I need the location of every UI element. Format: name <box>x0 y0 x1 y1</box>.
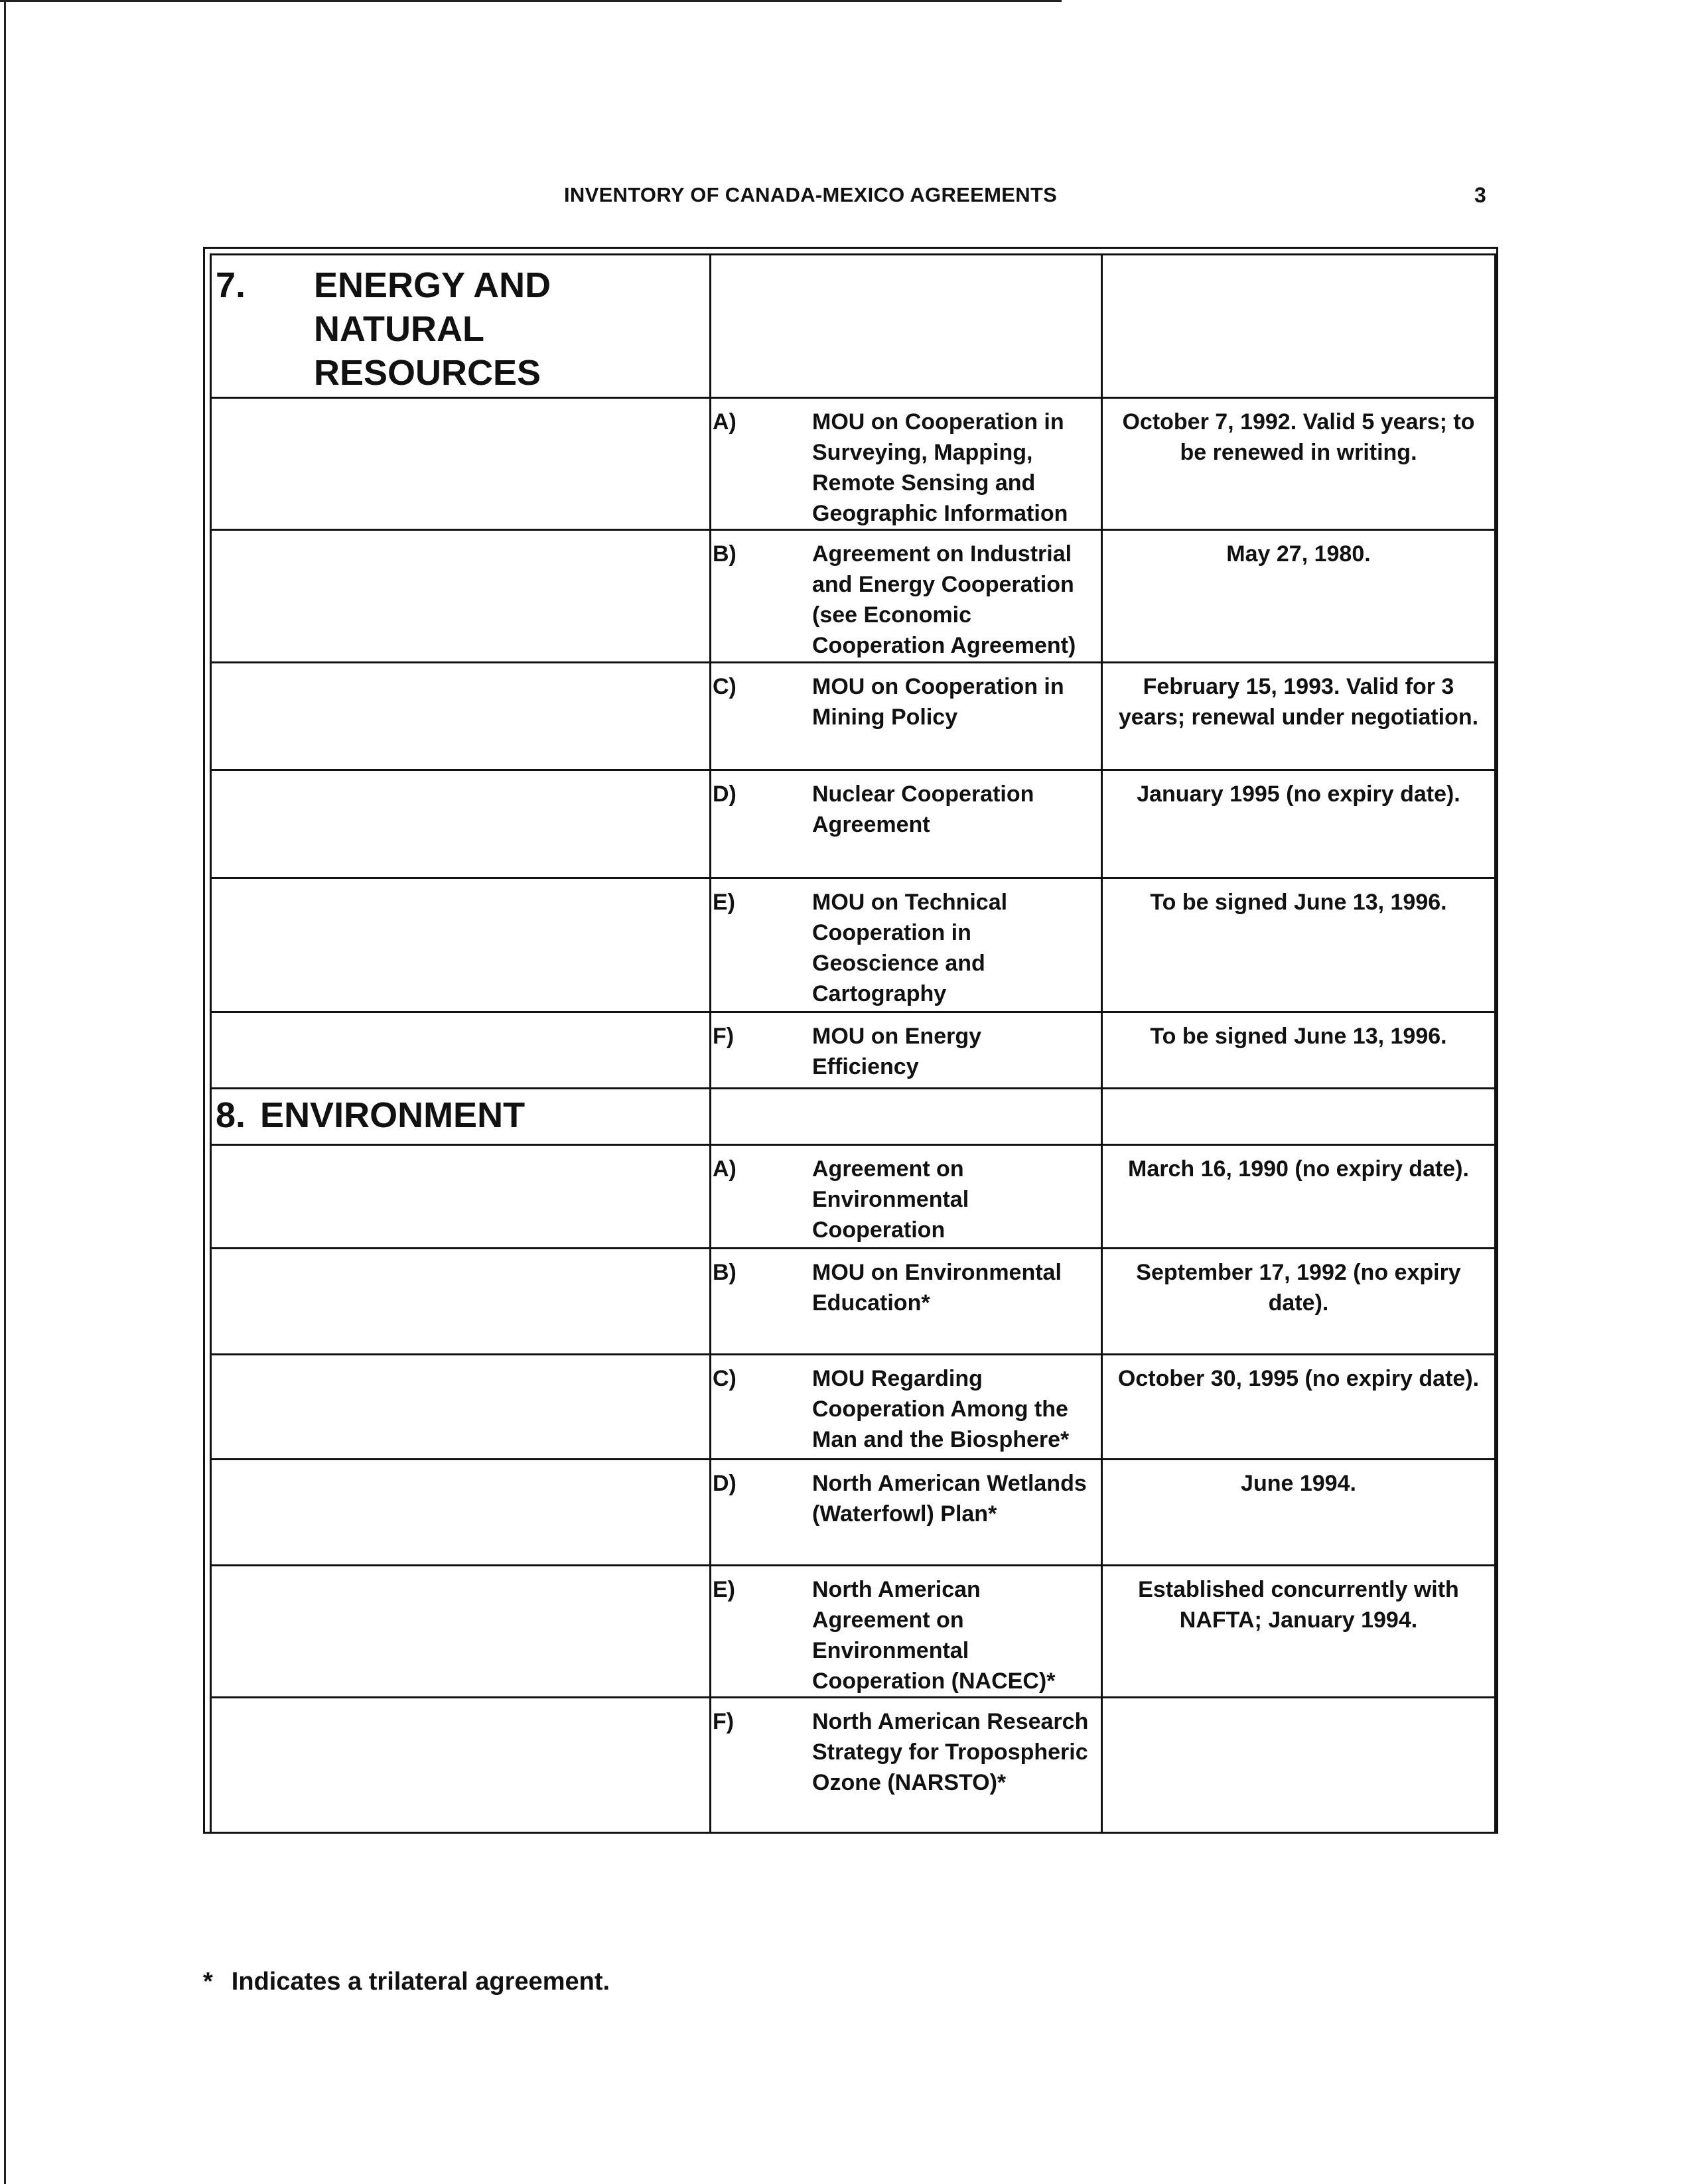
agreement-name: Nuclear Cooperation Agreement <box>812 782 1034 837</box>
agreement-letter: D) <box>713 1471 737 1496</box>
table-row <box>211 398 1496 530</box>
agreement-name: Agreement on Environmental Cooperation <box>812 1156 969 1243</box>
agreement-name: Agreement on Industrial and Energy Cooperation (see Economic Cooperation Agreement) <box>812 541 1076 658</box>
agreement-status: To be signed June 13, 1996. <box>1150 890 1447 915</box>
agreement-name: MOU Regarding Cooperation Among the Man and the Biosphere* <box>812 1366 1070 1452</box>
agreement-letter: E) <box>713 1577 735 1602</box>
agreement-status: Established concurrently with NAFTA; January 1994. <box>1138 1577 1459 1633</box>
agreement-letter: C) <box>713 674 737 699</box>
section-title: ENVIRONMENT <box>260 1095 526 1135</box>
agreement-letter: B) <box>713 1260 737 1285</box>
table-row <box>211 530 1496 663</box>
table-row <box>211 770 1496 878</box>
footnote <box>203 1968 610 1996</box>
agreement-letter: E) <box>713 890 735 915</box>
agreement-letter: F) <box>713 1709 735 1734</box>
agreement-status: February 15, 1993. Valid for 3 years; renewal under negotiation. <box>1118 674 1479 730</box>
table-row <box>211 1249 1496 1355</box>
table-row <box>211 1460 1496 1566</box>
agreement-status: May 27, 1980. <box>1226 541 1371 567</box>
agreement-status: June 1994. <box>1241 1471 1356 1496</box>
section-title-cell <box>211 255 711 398</box>
table-row <box>211 1355 1496 1460</box>
page-header-title: INVENTORY OF CANADA-MEXICO AGREEMENTS <box>564 183 1058 206</box>
agreement-status: January 1995 (no expiry date). <box>1137 782 1460 807</box>
agreement-status: March 16, 1990 (no expiry date). <box>1128 1156 1469 1182</box>
agreement-name: North American Wetlands (Waterfowl) Plan* <box>812 1471 1087 1527</box>
agreement-name: MOU on Technical Cooperation in Geoscience and Cartography <box>812 890 1008 1006</box>
table-row <box>211 1012 1496 1089</box>
agreement-letter: C) <box>713 1366 737 1391</box>
agreement-name: MOU on Cooperation in Mining Policy <box>812 674 1064 730</box>
section-number: 7. <box>216 265 246 305</box>
agreement-name: MOU on Environmental Education* <box>812 1260 1062 1316</box>
section-header-row <box>211 1089 1496 1145</box>
agreement-letter: F) <box>713 1024 735 1049</box>
section-number: 8. <box>216 1095 246 1135</box>
agreement-name: MOU on Cooperation in Surveying, Mapping, Remote Sensing and Geographic Information <box>812 409 1068 526</box>
agreements-table <box>210 253 1496 1834</box>
agreement-letter: B) <box>713 541 737 567</box>
scan-edge-top <box>0 0 1062 2</box>
agreements-table-frame <box>203 247 1498 1834</box>
agreement-status: To be signed June 13, 1996. <box>1150 1024 1447 1049</box>
agreement-status: October 30, 1995 (no expiry date). <box>1117 1366 1480 1391</box>
table-row <box>211 1698 1496 1833</box>
footnote-text: Indicates a trilateral agreement. <box>231 1968 610 1996</box>
agreement-name: North American Agreement on Environmental Cooperation (NACEC)* <box>812 1577 1056 1694</box>
agreement-status: October 7, 1992. Valid 5 years; to be renewed in writing. <box>1122 409 1475 465</box>
table-row <box>211 663 1496 770</box>
agreement-status <box>1103 1698 1494 1706</box>
scan-edge-left <box>4 0 6 2184</box>
page-number: 3 <box>1474 183 1486 207</box>
table-row <box>211 878 1496 1012</box>
agreement-name: North American Research Strategy for Tropospheric Ozone (NARSTO)* <box>812 1709 1089 1795</box>
table-row <box>211 1566 1496 1698</box>
agreement-letter: A) <box>713 409 737 435</box>
section-header-row <box>211 255 1496 398</box>
agreement-letter: A) <box>713 1156 737 1182</box>
section-title: ENERGY AND NATURAL RESOURCES <box>314 265 551 393</box>
section-title-cell <box>211 1089 711 1145</box>
agreement-letter: D) <box>713 782 737 807</box>
agreement-name: MOU on Energy Efficiency <box>812 1024 982 1079</box>
table-row <box>211 1145 1496 1249</box>
agreement-status: September 17, 1992 (no expiry date). <box>1136 1260 1461 1316</box>
footnote-symbol: * <box>203 1968 213 1996</box>
